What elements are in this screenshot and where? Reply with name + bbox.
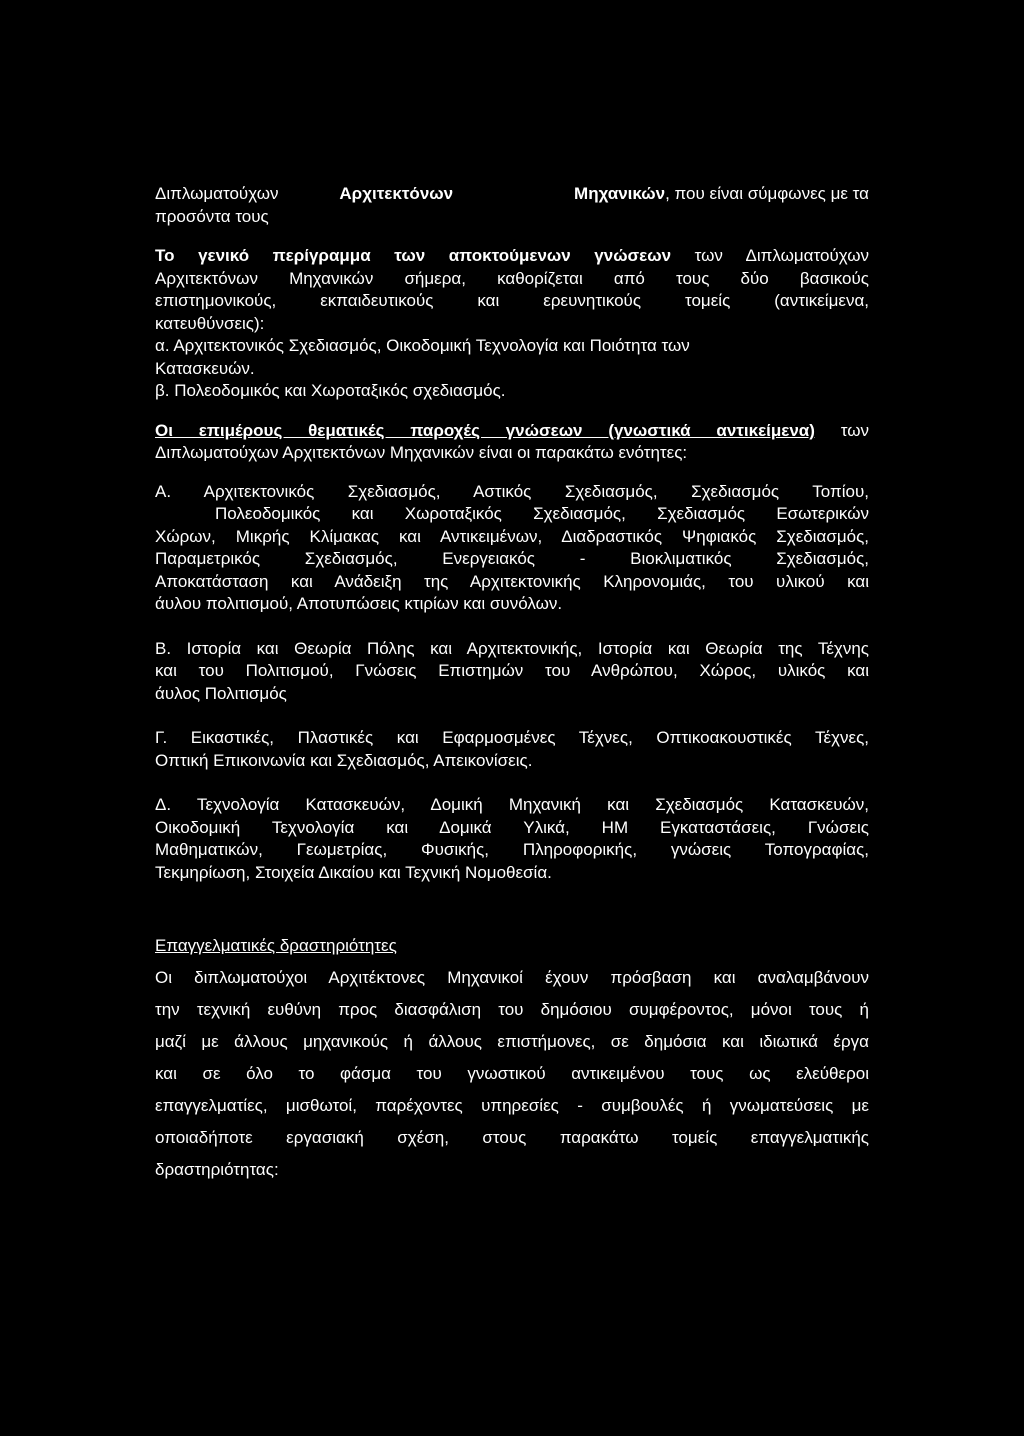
spacer: [155, 705, 869, 727]
section-a-line-2: Πολεοδομικός και Χωροταξικός Σχεδιασμός, Σχεδιασμός Εσωτερικών: [215, 504, 869, 523]
title-line-2: προσόντα τους: [155, 206, 269, 226]
professional-line-6: οποιαδήποτε εργασιακή σχέση, στους παρακάτω τομείς επαγγελματικής: [155, 1128, 869, 1147]
section-d-line-3: Μαθηματικών, Γεωμετρίας, Φυσικής, Πληροφορικής, γνώσεις Τοπογραφίας,: [155, 840, 869, 859]
general-item-a: α. Αρχιτεκτονικός Σχεδιασμός, Οικοδομική Τεχνολογία και Ποιότητα των: [155, 336, 690, 355]
section-a-line-1: Α. Αρχιτεκτονικός Σχεδιασμός, Αστικός Σχεδιασμός, Σχεδιασμός Τοπίου,: [155, 481, 869, 501]
title-line-1: [155, 183, 869, 206]
professional-line-5: επαγγελματίες, μισθωτοί, παρέχοντες υπηρεσίες - συμβουλές ή γνωματεύσεις με: [155, 1096, 869, 1115]
general-line-1: [155, 245, 869, 268]
title-word-2: Αρχιτεκτόνων: [339, 184, 454, 203]
title-rest: [574, 183, 869, 206]
spacer: [155, 403, 869, 420]
general-line-3: επιστημονικούς, εκπαιδευτικούς και ερευνητικούς τομείς (αντικείμενα,: [155, 291, 869, 310]
section-a-line-5: Αποκατάσταση και Ανάδειξη της Αρχιτεκτονικής Κληρονομιάς, του υλικού και: [155, 571, 869, 591]
general-heading: Το γενικό περίγραμμα των αποκτούμενων γνώσεων: [155, 246, 672, 265]
section-g: [155, 727, 869, 772]
thematic-paragraph: [155, 420, 869, 465]
section-b-line-3: άυλος Πολιτισμός: [155, 683, 287, 703]
section-g-line-2: Οπτική Επικοινωνία και Σχεδιασμός, Απεικονίσεις.: [155, 750, 533, 770]
general-line-2: Αρχιτεκτόνων Μηχανικών σήμερα, καθορίζεται από τους δύο βασικούς: [155, 268, 869, 288]
thematic-line-2: Διπλωματούχων Αρχιτεκτόνων Μηχανικών είναι οι παρακάτω ενότητες:: [155, 443, 688, 462]
spacer: [155, 616, 869, 638]
spacer: [155, 228, 869, 245]
section-b: [155, 638, 869, 706]
title-word-3-bold: Μηχανικών: [574, 184, 666, 203]
professional-line-7: δραστηριότητας:: [155, 1160, 279, 1179]
general-line-4: κατευθύνσεις):: [155, 313, 265, 333]
professional-heading: Επαγγελματικές δραστηριότητες: [155, 936, 397, 955]
professional-line-1: Οι διπλωματούχοι Αρχιτέκτονες Μηχανικοί έχουν πρόσβαση και αναλαμβάνουν: [155, 968, 869, 987]
thematic-line-1: [155, 420, 869, 443]
professional-line-4: και σε όλο το φάσμα του γνωστικού αντικειμένου τους ως ελεύθεροι: [155, 1064, 869, 1083]
general-heading-rest: των Διπλωματούχων: [671, 246, 869, 265]
spacer: [155, 884, 869, 930]
section-b-line-1: Β. Ιστορία και Θεωρία Πόλης και Αρχιτεκτονικής, Ιστορία και Θεωρία της Τέχνης: [155, 638, 869, 658]
spacer: [155, 772, 869, 794]
section-d-line-2: Οικοδομική Τεχνολογία και Δομικά Υλικά, ΗΜ Εγκαταστάσεις, Γνώσεις: [155, 817, 869, 837]
document-page: [155, 183, 869, 1186]
section-a: [155, 481, 869, 616]
general-item-b: β. Πολεοδομικός και Χωροταξικός σχεδιασμός.: [155, 381, 506, 400]
section-b-line-2: και του Πολιτισμού, Γνώσεις Επιστημών του Ανθρώπου, Χώρος, υλικός και: [155, 661, 869, 680]
section-d-line-4: Τεκμηρίωση, Στοιχεία Δικαίου και Τεχνική Νομοθεσία.: [155, 862, 552, 882]
section-a-line-3: Χώρων, Μικρής Κλίμακας και Αντικειμένων, Διαδραστικός Ψηφιακός Σχεδιασμός,: [155, 526, 869, 546]
professional-section: [155, 930, 869, 1186]
section-d-line-1: Δ. Τεχνολογία Κατασκευών, Δομική Μηχανική και Σχεδιασμός Κατασκευών,: [155, 795, 869, 814]
title-word-1: Διπλωματούχων: [155, 184, 279, 203]
title-word-3-rest: , που είναι σύμφωνες με τα: [665, 184, 869, 203]
professional-line-3: μαζί με άλλους μηχανικούς ή άλλους επιστήμονες, σε δημόσια και ιδιωτικά έργα: [155, 1032, 869, 1051]
section-a-line-4: Παραμετρικός Σχεδιασμός, Ενεργειακός - Βιοκλιματικός Σχεδιασμός,: [155, 549, 869, 568]
section-g-line-1: Γ. Εικαστικές, Πλαστικές και Εφαρμοσμένες Τέχνες, Οπτικοακουστικές Τέχνες,: [155, 728, 869, 747]
thematic-heading-rest: των: [814, 420, 869, 440]
thematic-heading: Οι επιμέρους θεματικές παροχές γνώσεων (γνωστικά αντικείμενα): [155, 420, 815, 440]
section-d: [155, 794, 869, 884]
spacer: [155, 465, 869, 481]
section-a-line-6: άυλου πολιτισμού, Αποτυπώσεις κτιρίων και συνόλων.: [155, 594, 563, 613]
professional-line-2: την τεχνική ευθύνη προς διασφάλιση του δημόσιου συμφέροντος, μόνοι τους ή: [155, 1000, 869, 1019]
general-paragraph: [155, 245, 869, 403]
general-item-a-cont: Κατασκευών.: [155, 358, 255, 378]
